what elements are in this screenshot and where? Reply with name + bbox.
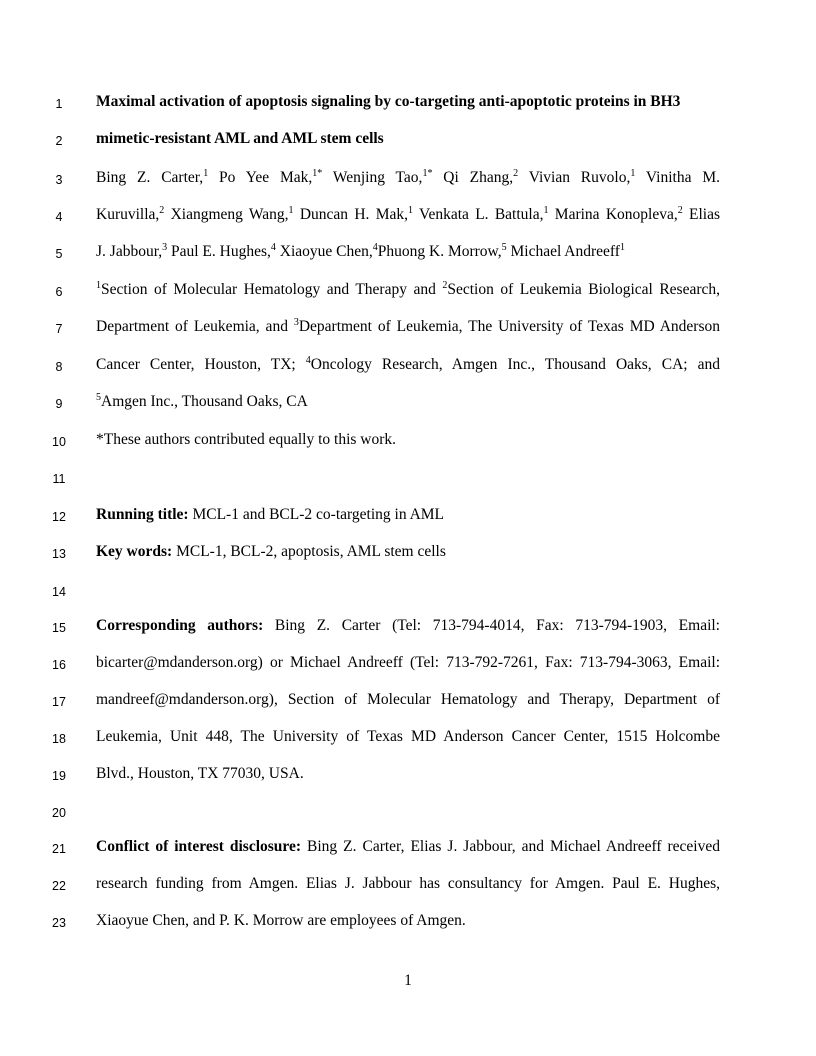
- author-name: Vivian Ruvolo,: [528, 169, 631, 186]
- line-number: 5: [55, 247, 63, 261]
- conflict-text: research funding from Amgen. Elias J. Jabbour has consultancy for Amgen. Paul E. Hughes,: [96, 875, 720, 892]
- affiliation-marker: 1: [96, 280, 101, 291]
- affiliation-marker: 1*: [312, 168, 323, 179]
- manuscript-line: [0, 238, 816, 275]
- manuscript-line: [0, 426, 816, 463]
- line-number: 13: [52, 547, 66, 561]
- affiliation-text: Section of Molecular Hematology and Therapy and: [101, 281, 443, 298]
- author-name: Bing Z. Carter,: [96, 169, 204, 186]
- line-number: 20: [52, 806, 66, 820]
- manuscript-line: [0, 797, 816, 834]
- line-number: 15: [52, 621, 66, 635]
- affiliation-marker: 1: [543, 205, 549, 216]
- conflict-text: Xiaoyue Chen, and P. K. Morrow are employees of Amgen.: [96, 912, 466, 929]
- line-number: 22: [52, 879, 66, 893]
- affiliation-marker: 2: [159, 205, 165, 216]
- affiliation-text: Oncology Research, Amgen Inc., Thousand Oaks, CA; and: [310, 356, 720, 373]
- conflict-text: Bing Z. Carter, Elias J. Jabbour, and Michael Andreeff received: [301, 838, 720, 855]
- affiliation-text: Section of Leukemia Biological Research,: [447, 281, 721, 298]
- line-number: 17: [52, 695, 66, 709]
- affiliation-marker: 3: [293, 317, 299, 328]
- line-number: 1: [55, 97, 63, 111]
- keywords-label: Key words:: [96, 543, 173, 560]
- author-name: Michael Andreeff: [510, 243, 620, 260]
- affiliation-marker: 3: [162, 242, 168, 253]
- author-name: Qi Zhang,: [443, 169, 514, 186]
- running-title-value: MCL-1 and BCL-2 co-targeting in AML: [188, 506, 445, 523]
- corresponding-text: Bing Z. Carter (Tel: 713-794-4014, Fax: 713-794-1903, Email:: [263, 617, 720, 634]
- line-number: 2: [55, 134, 63, 148]
- author-name: Elias: [689, 206, 721, 223]
- corresponding-label: Corresponding authors:: [96, 617, 264, 634]
- running-title: [96, 505, 720, 525]
- line-number: 21: [52, 842, 66, 856]
- manuscript-line: [0, 463, 816, 500]
- manuscript-line: [0, 125, 816, 162]
- line-number: 8: [55, 360, 63, 374]
- manuscript-line: [0, 164, 816, 201]
- line-number: 10: [52, 435, 66, 449]
- conflict-label: Conflict of interest disclosure:: [96, 838, 302, 855]
- line-number: 19: [52, 769, 66, 783]
- line-number: 7: [55, 322, 63, 336]
- corresponding-text: bicarter@mdanderson.org) or Michael Andreeff (Tel: 713-792-7261, Fax: 713-794-3063, Email:: [96, 654, 720, 671]
- affiliation-marker: 5: [501, 242, 507, 253]
- line-number: 16: [52, 658, 66, 672]
- line-number: 23: [52, 916, 66, 930]
- title-line-1: Maximal activation of apoptosis signaling by co-targeting anti-apoptotic proteins in BH3: [96, 93, 681, 110]
- line-number: 14: [52, 585, 66, 599]
- author-list-line: [96, 168, 720, 188]
- affiliation-text: Cancer Center, Houston, TX;: [96, 356, 306, 373]
- running-title-label: Running title:: [96, 506, 189, 523]
- manuscript-line: [0, 760, 816, 797]
- affiliation-marker: 1: [630, 168, 636, 179]
- affiliation-line: [96, 355, 720, 375]
- manuscript-line: [0, 351, 816, 388]
- conflict-disclosure: [96, 837, 720, 857]
- manuscript-line: [0, 88, 816, 125]
- manuscript-line: [0, 538, 816, 575]
- author-name: Vinitha M.: [645, 169, 720, 186]
- author-name: Po Yee Mak,: [219, 169, 313, 186]
- author-list-line: [96, 242, 720, 262]
- author-name: Xiaoyue Chen,: [279, 243, 373, 260]
- author-name: Venkata L. Battula,: [419, 206, 544, 223]
- affiliation-line: [96, 317, 720, 337]
- author-name: Duncan H. Mak,: [299, 206, 408, 223]
- line-number: 18: [52, 732, 66, 746]
- manuscript-line: [0, 313, 816, 350]
- line-number: 3: [55, 173, 63, 187]
- affiliation-text: Department of Leukemia, and: [96, 318, 294, 335]
- manuscript-line: [0, 870, 816, 907]
- manuscript-line: [0, 388, 816, 425]
- affiliation-marker: 5: [96, 392, 101, 403]
- affiliation-line: [96, 392, 720, 412]
- line-number: 11: [52, 472, 66, 486]
- manuscript-line: [0, 501, 816, 538]
- author-name: Marina Konopleva,: [554, 206, 678, 223]
- keywords-value: MCL-1, BCL-2, apoptosis, AML stem cells: [172, 543, 446, 560]
- affiliation-marker: 1: [288, 205, 294, 216]
- affiliation-marker: 4: [270, 242, 276, 253]
- manuscript-line: [0, 833, 816, 870]
- affiliation-text: Amgen Inc., Thousand Oaks, CA: [101, 393, 308, 410]
- line-number: 4: [55, 210, 63, 224]
- corresponding-authors: [96, 616, 720, 636]
- manuscript-line: [0, 723, 816, 760]
- author-name: Wenjing Tao,: [332, 169, 423, 186]
- manuscript-line: [0, 907, 816, 944]
- keywords: [96, 542, 720, 562]
- line-number: 6: [55, 285, 63, 299]
- affiliation-marker: 1: [407, 205, 413, 216]
- corresponding-text: Leukemia, Unit 448, The University of Texas MD Anderson Cancer Center, 1515 Holcombe: [96, 728, 720, 745]
- affiliation-marker: 1*: [422, 168, 433, 179]
- equal-contribution-note: *These authors contributed equally to this work.: [96, 431, 397, 448]
- affiliation-marker: 2: [677, 205, 683, 216]
- affiliation-marker: 4: [372, 242, 378, 253]
- affiliation-marker: 2: [442, 280, 448, 291]
- affiliation-text: Department of Leukemia, The University of Texas MD Anderson: [298, 318, 720, 335]
- affiliation-marker: 1: [619, 242, 625, 253]
- author-name: Phuong K. Morrow,: [377, 243, 502, 260]
- line-number: 12: [52, 510, 66, 524]
- line-number: 9: [55, 397, 63, 411]
- author-name: Xiangmeng Wang,: [170, 206, 289, 223]
- affiliation-line: [96, 280, 720, 300]
- title-line-2: mimetic-resistant AML and AML stem cells: [96, 130, 384, 147]
- manuscript-line: [0, 201, 816, 238]
- manuscript-line: [0, 576, 816, 613]
- manuscript-line: [0, 276, 816, 313]
- affiliation-marker: 4: [305, 355, 311, 366]
- affiliation-marker: 1: [203, 168, 209, 179]
- page-number: 1: [404, 972, 412, 989]
- author-name: Kuruvilla,: [96, 206, 160, 223]
- manuscript-line: [0, 686, 816, 723]
- corresponding-text: Blvd., Houston, TX 77030, USA.: [96, 765, 304, 782]
- author-name: Paul E. Hughes,: [171, 243, 271, 260]
- author-name: J. Jabbour,: [96, 243, 163, 260]
- corresponding-text: mandreef@mdanderson.org), Section of Molecular Hematology and Therapy, Department of: [96, 691, 720, 708]
- manuscript-line: [0, 612, 816, 649]
- author-list-line: [96, 205, 720, 225]
- affiliation-marker: 2: [513, 168, 519, 179]
- manuscript-line: [0, 649, 816, 686]
